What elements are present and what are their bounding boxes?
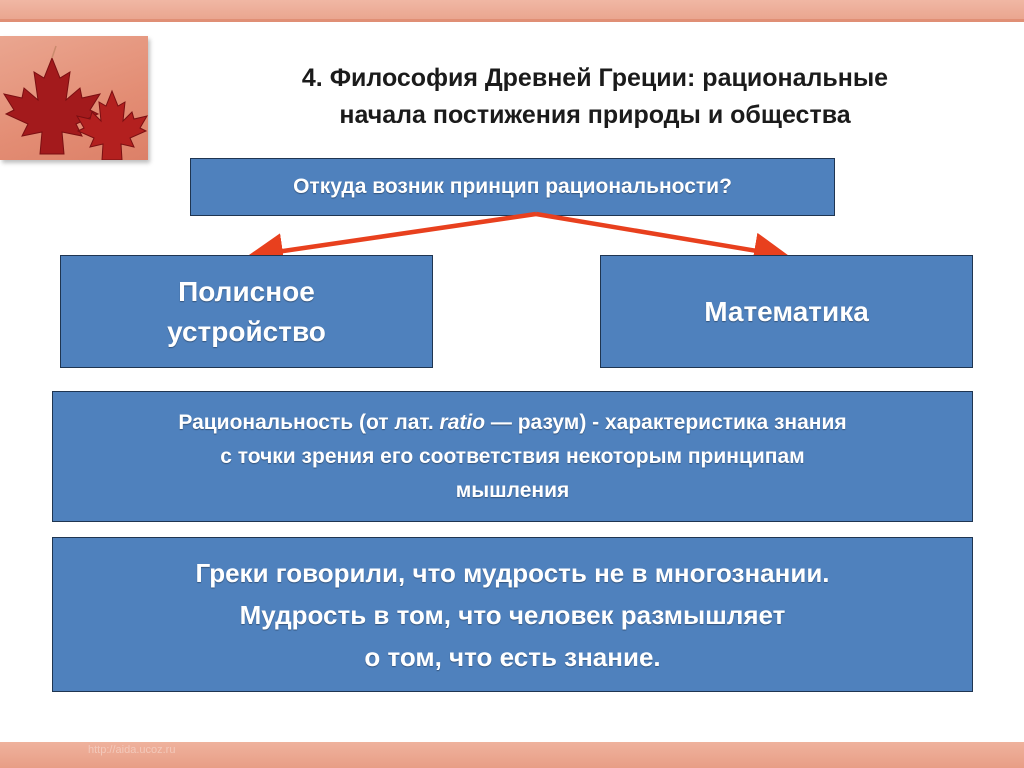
polis-structure-box — [60, 255, 433, 368]
definition-line-3: мышления — [455, 478, 570, 502]
mathematics-text: Математика — [704, 295, 869, 327]
definition-line-2: с точки зрения его соответствия некоторым принципам — [220, 444, 805, 468]
arrow-to-left-branch — [256, 214, 536, 255]
arrow-to-right-branch — [536, 214, 781, 255]
title-line-2: начала постижения природы и общества — [339, 101, 851, 129]
polis-line-2: устройство — [167, 315, 326, 347]
wisdom-line-3: о том, что есть знание. — [364, 641, 661, 672]
mathematics-box — [600, 255, 973, 368]
greek-wisdom-box — [52, 537, 973, 692]
wisdom-line-1: Греки говорили, что мудрость не в многознании. — [195, 557, 830, 588]
wisdom-line-2: Мудрость в том, что человек размышляет — [239, 599, 786, 630]
definition-term: ratio — [439, 410, 486, 434]
definition-line-1 — [178, 406, 846, 440]
definition-part-1: Рациональность (от лат. — [178, 410, 440, 434]
definition-part-2: — разум) - характеристика знания — [485, 410, 847, 434]
rationality-definition-box — [52, 391, 973, 522]
title-line-1: 4. Философия Древней Греции: рациональные — [301, 64, 889, 92]
question-text: Откуда возник принцип рациональности? — [293, 175, 732, 198]
polis-line-1: Полисное — [178, 275, 315, 307]
footer-url: http://aida.ucoz.ru — [88, 744, 176, 756]
